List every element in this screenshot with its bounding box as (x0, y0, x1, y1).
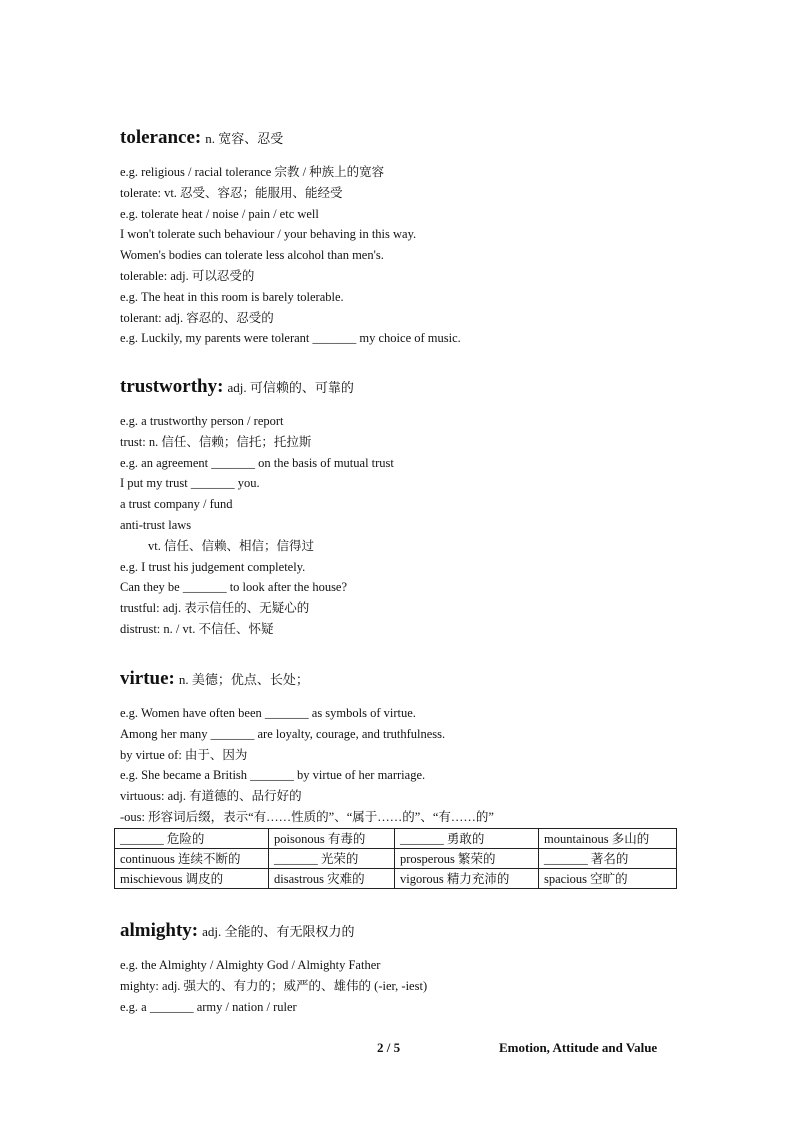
table-cell: _______ 勇敢的 (395, 828, 539, 848)
headword-definition: n. 宽容、忍受 (205, 131, 284, 146)
entry-body (120, 703, 700, 889)
entry-line: tolerable: adj. 可以忍受的 (120, 268, 255, 283)
table-cell: _______ 危险的 (115, 828, 269, 848)
table-row (115, 848, 677, 868)
entry-line: e.g. an agreement _______ on the basis of mutual trust (120, 455, 394, 470)
entry-line: e.g. The heat in this room is barely tolerable. (120, 289, 344, 304)
entry-line: e.g. Women have often been _______ as symbols of virtue. (120, 706, 416, 720)
entry-line: I won't tolerate such behaviour / your behaving in this way. (120, 227, 417, 242)
page-footer (0, 1040, 794, 1060)
entry-body (120, 162, 700, 349)
entry-line: tolerant: adj. 容忍的、忍受的 (120, 310, 274, 325)
entry-almighty (120, 922, 700, 1017)
entry-line: e.g. the Almighty / Almighty God / Almighty Father (120, 958, 381, 972)
entry-heading (120, 378, 700, 397)
entry-line: e.g. a trustworthy person / report (120, 414, 284, 428)
entry-line: Among her many _______ are loyalty, courage, and truthfulness. (120, 726, 446, 741)
table-row (115, 828, 677, 848)
entry-line: anti-trust laws (120, 517, 192, 532)
entry-heading (120, 922, 700, 941)
headword-definition: n. 美德；优点、长处； (178, 672, 309, 687)
footer-title: Emotion, Attitude and Value (499, 1040, 658, 1055)
ous-suffix-table (114, 828, 677, 889)
entry-line: Can they be _______ to look after the house? (120, 580, 348, 595)
entry-heading (120, 670, 700, 689)
entry-heading (120, 129, 700, 148)
entry-line: e.g. tolerate heat / noise / pain / etc well (120, 206, 319, 221)
entry-line: a trust company / fund (120, 497, 233, 512)
table-cell: _______ 光荣的 (269, 848, 395, 868)
table-cell: poisonous 有毒的 (269, 828, 395, 848)
entry-line: I put my trust _______ you. (120, 476, 260, 491)
entry-line: e.g. I trust his judgement completely. (120, 559, 306, 574)
entry-line: e.g. Luckily, my parents were tolerant _______ my choice of music. (120, 331, 461, 346)
headword-definition: adj. 全能的、有无限权力的 (202, 924, 355, 939)
entry-line: mighty: adj. 强大的、有力的；威严的、雄伟的 (-ier, -iest) (120, 978, 428, 993)
table-cell: prosperous 繁荣的 (395, 848, 539, 868)
entry-body (120, 955, 700, 1017)
headword: tolerance: (120, 127, 202, 148)
entry-body (120, 411, 700, 640)
entry-line: trustful: adj. 表示信任的、无疑心的 (120, 601, 310, 616)
headword: almighty: (120, 920, 199, 941)
table-cell: _______ 著名的 (539, 848, 677, 868)
entry-line: e.g. religious / racial tolerance 宗教 / 种族上的宽容 (120, 165, 385, 179)
entry-line: Women's bodies can tolerate less alcohol than men's. (120, 248, 384, 263)
table-cell: spacious 空旷的 (539, 868, 677, 888)
entry-line: by virtue of: 由于、因为 (120, 747, 248, 762)
entry-line: e.g. She became a British _______ by virtue of her marriage. (120, 768, 426, 783)
headword-definition: adj. 可信赖的、可靠的 (227, 380, 354, 395)
entry-line: tolerate: vt. 忍受、容忍；能服用、能经受 (120, 185, 343, 200)
entry-virtue (120, 670, 700, 889)
headword: virtue: (120, 668, 175, 689)
entry-line: distrust: n. / vt. 不信任、怀疑 (120, 621, 274, 636)
table-cell: vigorous 精力充沛的 (395, 868, 539, 888)
table-row (115, 868, 677, 888)
entry-line: e.g. a _______ army / nation / ruler (120, 999, 297, 1014)
page-number: 2 / 5 (377, 1040, 401, 1055)
entry-line: -ous: 形容词后缀，表示“有……性质的”、“属于……的”、“有……的” (120, 809, 494, 824)
entry-line: trust: n. 信任、信赖；信托；托拉斯 (120, 434, 312, 449)
table-cell: continuous 连续不断的 (115, 848, 269, 868)
table-cell: disastrous 灾难的 (269, 868, 395, 888)
entry-trustworthy (120, 378, 700, 640)
headword: trustworthy: (120, 376, 224, 397)
entry-line: virtuous: adj. 有道德的、品行好的 (120, 789, 302, 804)
table-cell: mischievous 调皮的 (115, 868, 269, 888)
entry-tolerance (120, 129, 700, 349)
entry-line: vt. 信任、信赖、相信；信得过 (148, 538, 314, 553)
table-cell: mountainous 多山的 (539, 828, 677, 848)
